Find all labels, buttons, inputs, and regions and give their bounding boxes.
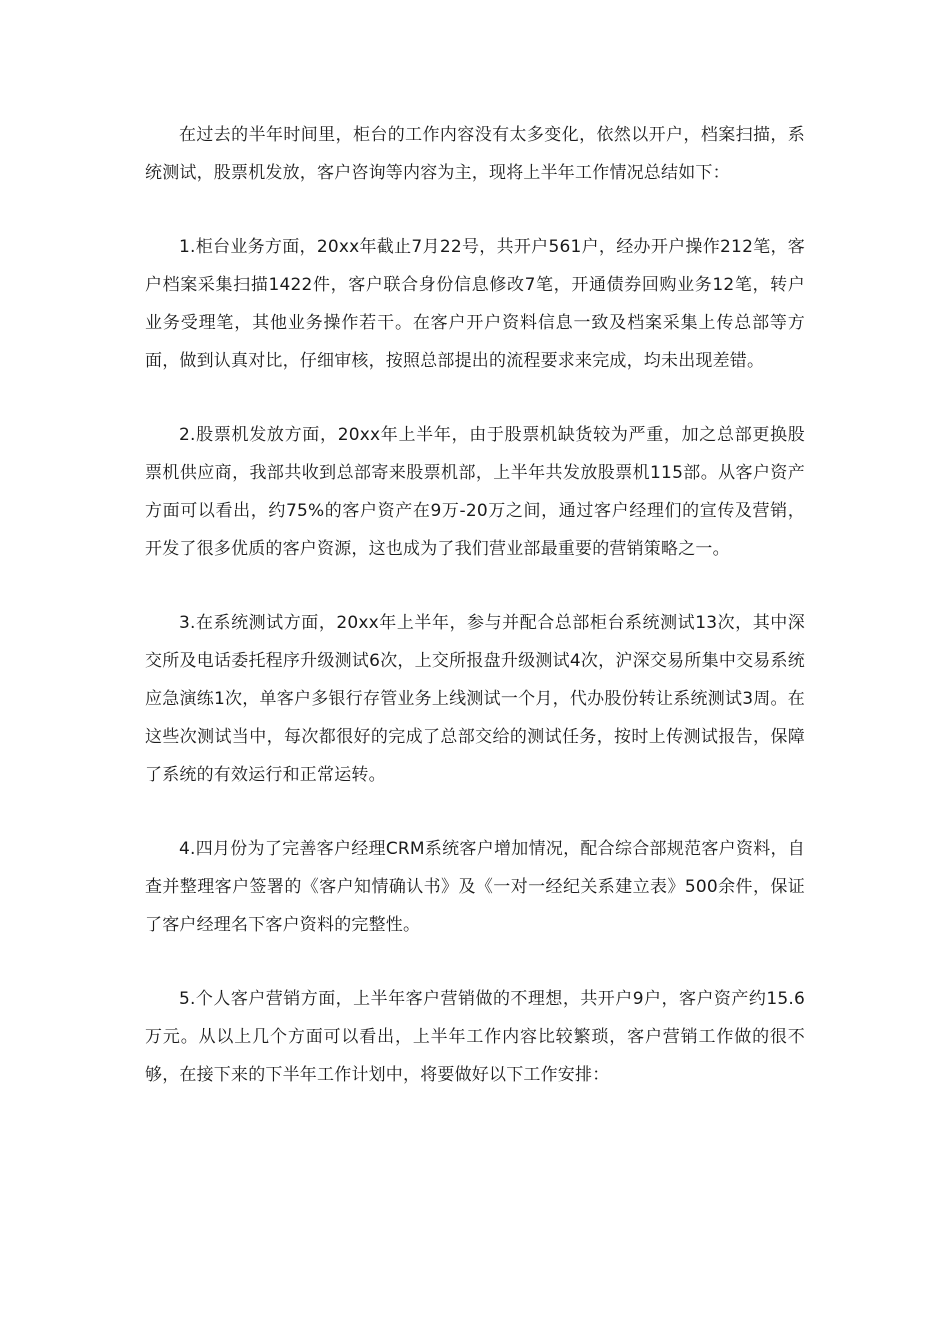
paragraph-system-testing: 3.在系统测试方面，20xx年上半年，参与并配合总部柜台系统测试13次，其中深交所及电话委托程序升级测试6次，上交所报盘升级测试4次，沪深交易所集中交易系统应急演练1次，单客户多银行存管业务上线测试一个月，代办股份转让系统测试3周。在这些次测试当中，每次都很好的完成了总部交给的测试任务，按时上传测试报告，保障了系统的有效运行和正常运转。	[145, 613, 805, 785]
paragraph-personal-marketing: 5.个人客户营销方面，上半年客户营销做的不理想，共开户9户，客户资产约15.6万元。从以上几个方面可以看出，上半年工作内容比较繁琐，客户营销工作做的很不够，在接下来的下半年工作计划中，将要做好以下工作安排：	[145, 989, 805, 1085]
document-body	[145, 116, 805, 1130]
paragraph-intro: 在过去的半年时间里，柜台的工作内容没有太多变化，依然以开户，档案扫描，系统测试，股票机发放，客户咨询等内容为主，现将上半年工作情况总结如下：	[145, 125, 805, 183]
paragraph-counter-business: 1.柜台业务方面，20xx年截止7月22号，共开户561户，经办开户操作212笔，客户档案采集扫描1422件，客户联合身份信息修改7笔，开通债券回购业务12笔，转户业务受理笔，其他业务操作若干。在客户开户资料信息一致及档案采集上传总部等方面，做到认真对比，仔细审核，按照总部提出的流程要求来完成，均未出现差错。	[145, 237, 805, 371]
paragraph-crm-records: 4.四月份为了完善客户经理CRM系统客户增加情况，配合综合部规范客户资料，自查并整理客户签署的《客户知情确认书》及《一对一经纪关系建立表》500余件，保证了客户经理名下客户资料的完整性。	[145, 839, 805, 935]
paragraph-stock-machine: 2.股票机发放方面，20xx年上半年，由于股票机缺货较为严重，加之总部更换股票机供应商，我部共收到总部寄来股票机部，上半年共发放股票机115部。从客户资产方面可以看出，约75%的客户资产在9万-20万之间，通过客户经理们的宣传及营销，开发了很多优质的客户资源，这也成为了我们营业部最重要的营销策略之一。	[145, 425, 805, 559]
